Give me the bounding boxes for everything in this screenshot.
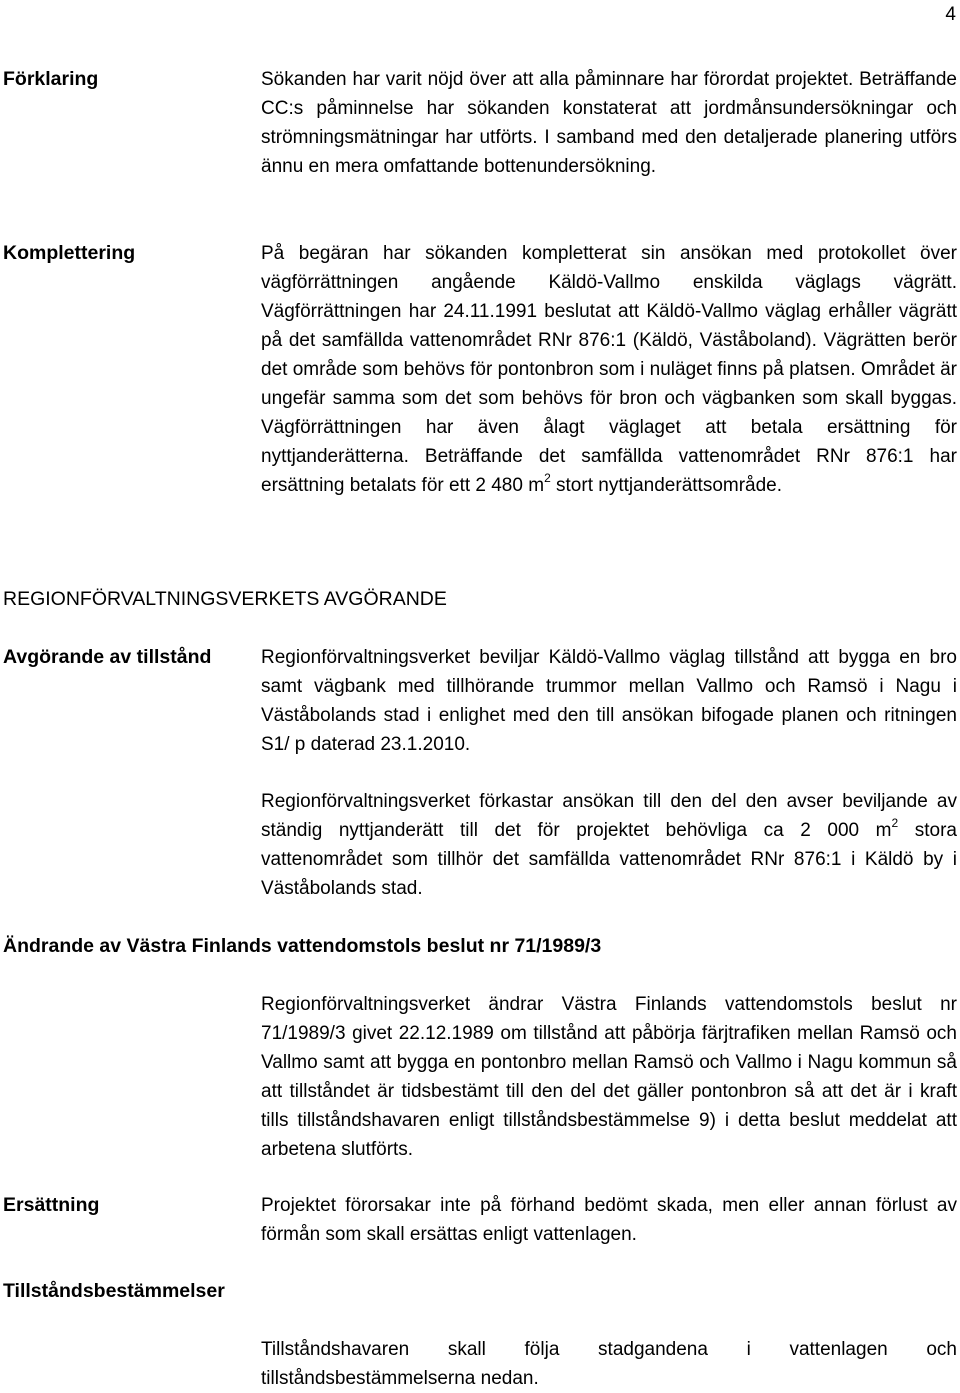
- text-ersattning: Projektet förorsakar inte på förhand bedömt skada, men eller annan förlust av förmån som skall ersättas enligt vattenlagen.: [261, 1195, 957, 1245]
- superscript-two: 2: [891, 815, 899, 830]
- text-komplettering-end: stort nyttjanderättsområde.: [550, 475, 783, 496]
- page-number: 4: [945, 4, 956, 25]
- text-avgorande-1: Regionförvaltningsverket beviljar Käldö-Vallmo väglag tillstånd att bygga en bro samt vägbank med tillhörande trummor mellan Vallmo och Ramsö i Nagu i Väståbolands stad i enlighet med den till ansökan bifogade planen och ritningen S1/ p daterad 23.1.2010.: [261, 647, 957, 755]
- heading-andrande: Ändrande av Västra Finlands vattendomstols beslut nr 71/1989/3: [3, 935, 602, 957]
- text-andrande: Regionförvaltningsverket ändrar Västra Finlands vattendomstols beslut nr 71/1989/3 givet 22.12.1989 om tillstånd att påbörja färjtrafiken mellan Ramsö och Vallmo samt att bygga en pontonbro mellan Ramsö och Vallmo i Nagu kommun så att tillståndet är tidsbestämt till den del det gäller pontonbron så att det är i kraft tills tillståndshavaren enligt tillståndsbestämmelse 9) i detta beslut meddelat att arbetena slutförts.: [261, 994, 957, 1160]
- text-komplettering: [261, 239, 957, 500]
- label-avgorande: Avgörande av tillstånd: [3, 646, 212, 668]
- text-avgorande-2-end: stora vattenområdet som tillhör det samfällda vattenområdet RNr 876:1 i Käldö by i Väståbolands stad.: [261, 820, 957, 899]
- superscript-two: 2: [544, 470, 551, 485]
- label-tillstandsbestammelser: Tillståndsbestämmelser: [3, 1280, 225, 1302]
- label-komplettering: Komplettering: [3, 242, 136, 264]
- text-komplettering-main: På begäran har sökanden kompletterat sin ansökan med protokollet över vägförrättningen angående Käldö-Vallmo enskilda väglags vägrätt. Vägförrättningen har 24.11.1991 beslutat att Käldö-Vallmo väglag erhåller vägrätt på det samfällda vattenområdet RNr 876:1 (Käldö, Väståboland). Vägrätten berör det område som behövs för pontonbron som i nuläget finns på platsen. Området är ungefär samma som det som behövs för bron och vägbanken som skall byggas. Vägförrättningen har även ålagt väglaget att betala ersättning för nyttjanderätterna. Beträffande det samfällda vattenområdet RNr 876:1 har ersättning betalats för ett 2 480 m: [261, 243, 958, 496]
- label-forklaring: Förklaring: [3, 68, 99, 90]
- main-heading: REGIONFÖRVALTNINGSVERKETS AVGÖRANDE: [3, 588, 447, 610]
- text-avgorande-2: [261, 787, 957, 903]
- text-tillstandsbestammelser: Tillståndshavaren skall följa stadgandena i vattenlagen och tillståndsbestämmelserna nedan.: [261, 1339, 957, 1389]
- text-avgorande-2-main: Regionförvaltningsverket förkastar ansökan till den del den avser beviljande av ständig nyttjanderätt till det för projektet behövliga ca 2 000 m: [261, 791, 957, 841]
- label-ersattning: Ersättning: [3, 1194, 100, 1216]
- text-forklaring: Sökanden har varit nöjd över att alla påminnare har förordat projektet. Beträffande CC:s påminnelse har sökanden konstaterat att jordmånsundersökningar och strömningsmätningar har utförts. I samband med den detaljerade planering utförs ännu en mera omfattande bottenundersökning.: [261, 69, 957, 177]
